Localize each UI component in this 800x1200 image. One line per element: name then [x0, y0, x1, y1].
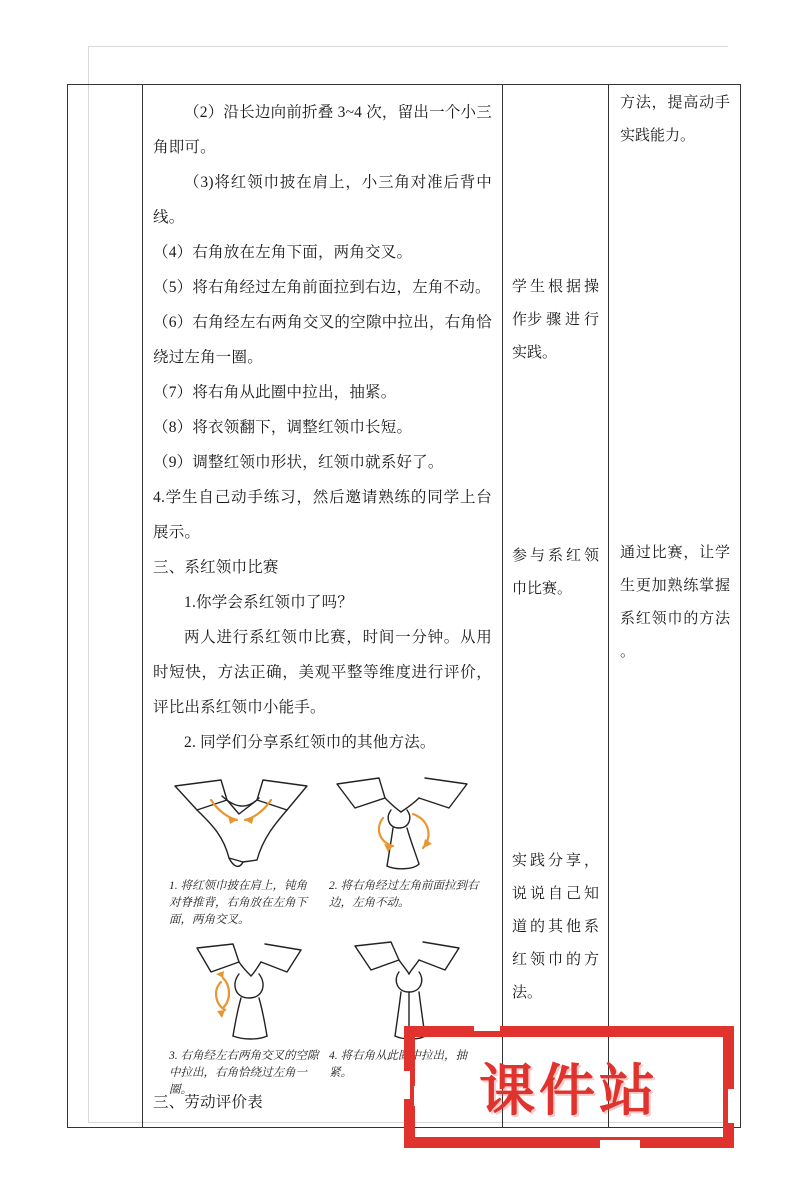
stamp-label: 课件站	[479, 1059, 659, 1124]
stamp-notch	[414, 1086, 419, 1106]
paragraph: （6）右角经左右两角交叉的空隙中拉出，右角恰绕过左角一圈。	[153, 314, 492, 366]
table-column-stage	[68, 85, 142, 1127]
student-activity-text: 学生根据操作步 骤 进 行 实践。	[512, 279, 599, 361]
paragraph: 两人进行系红领巾比赛，时间一分钟。从用时短快，方法正确，美观平整等维度进行评价，评比出系红领巾小能手。	[153, 629, 492, 716]
student-activity-text: 参与系红领巾比赛。	[512, 548, 599, 597]
page-edge-top	[88, 46, 728, 47]
table-column-design-intent	[609, 85, 741, 1127]
paragraph: （9）调整红领巾形状，红领巾就系好了。	[153, 454, 444, 471]
design-intent-text: 方法，提高动手实践能力。	[620, 95, 730, 144]
table-column-student-activity	[503, 85, 608, 1127]
lesson-plan-table	[67, 84, 741, 1128]
paragraph: （3)将红领巾披在肩上，小三角对准后背中线。	[153, 174, 492, 226]
paragraph: （4）右角放在左角下面，两角交叉。	[153, 244, 413, 261]
stamp-notch	[474, 1022, 500, 1031]
paragraph: 2. 同学们分享系红领巾的其他方法。	[184, 734, 436, 751]
scarf-step-1-illustration	[167, 770, 317, 875]
paragraph: （2）沿长边向前折叠 3~4 次，留出一个小三角即可。	[153, 104, 492, 156]
student-activity-text: 实践分享，说说自己知道的其他系红领巾的方法。	[512, 853, 599, 1001]
table-column-teaching-process	[143, 85, 502, 1127]
paragraph: 4.学生自己动手练习，然后邀请熟练的同学上台展示。	[153, 489, 492, 541]
paragraph: 1.你学会系红领巾了吗？	[184, 594, 354, 611]
paragraph: （7）将右角从此圈中拉出，抽紧。	[153, 384, 397, 401]
figure-caption: 2. 将右角经过左角前面拉到右边，左角不动。	[329, 880, 479, 909]
scarf-step-2-illustration	[327, 770, 477, 875]
scarf-step-3-illustration	[177, 938, 317, 1043]
stamp-notch	[600, 1140, 640, 1150]
figure-caption: 3. 右角经左右两角交叉的空隙中拉出，右角恰绕过左角一圈。	[169, 1050, 319, 1096]
section-heading: 三、劳动评价表	[153, 1094, 263, 1111]
figure-caption: 1. 将红领巾披在肩上，钝角对脊推背，右角放在左角下面，两角交叉。	[169, 880, 307, 926]
paragraph: （5）将右角经过左角前面拉到右边，左角不动。	[153, 279, 491, 296]
design-intent-text: 通过比赛，让学生更加熟练掌握系红领巾的方法 。	[620, 545, 730, 660]
section-heading: 三、系红领巾比赛	[153, 559, 279, 576]
figure-caption: 4. 将右角从此圈中拉出，抽紧。	[329, 1050, 467, 1079]
paragraph: （8）将衣领翻下，调整红领巾长短。	[153, 419, 413, 436]
watermark-stamp	[404, 1026, 734, 1148]
